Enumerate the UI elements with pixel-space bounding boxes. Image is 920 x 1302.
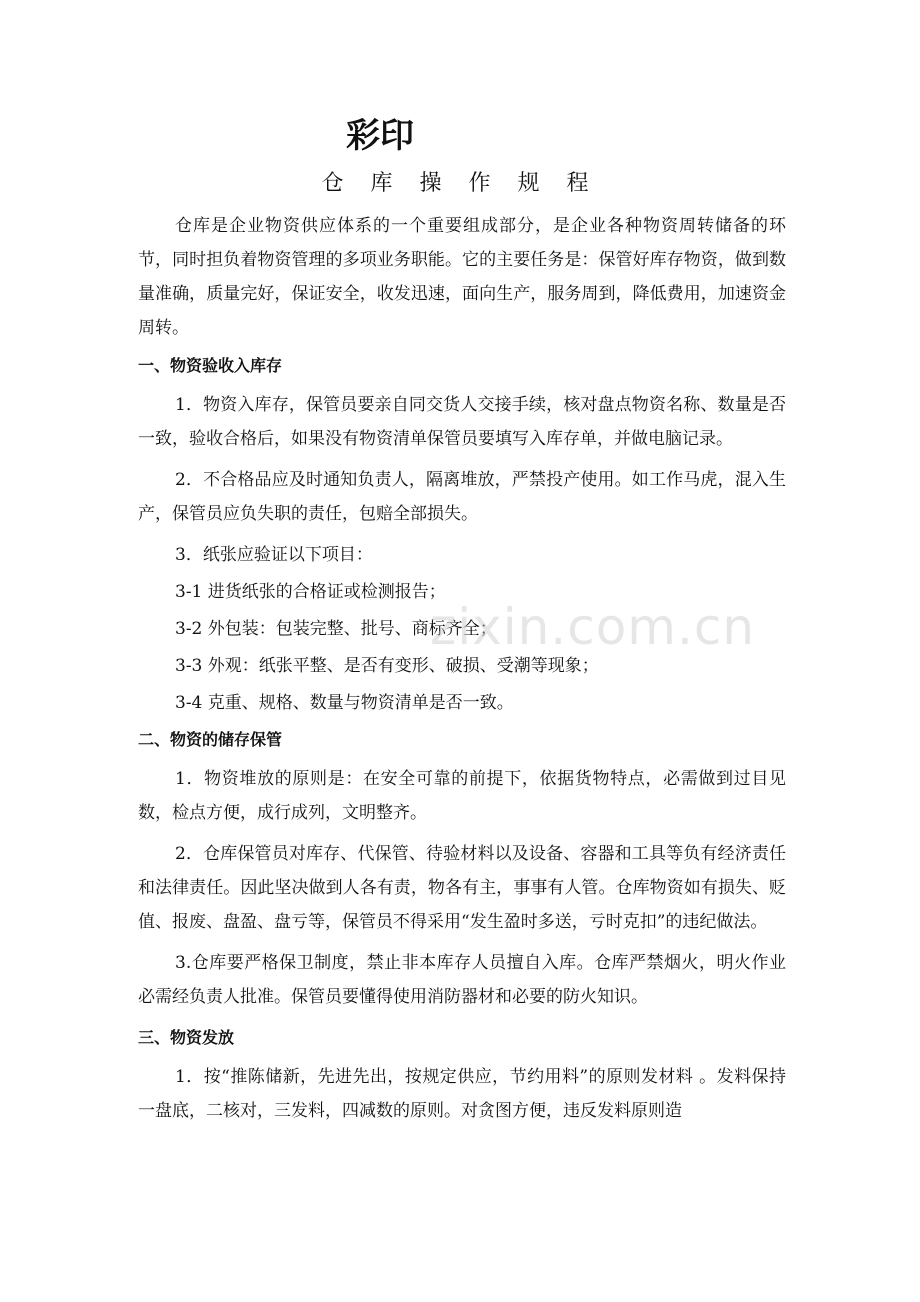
- check-item: 3-1 进货纸张的合格证或检测报告；: [175, 582, 446, 602]
- section1-paragraph-1: 1．物资入库存，保管员要亲自同交货人交接手续，核对盘点物资名称、数量是否一致，验收合格后，如果没有物资清单保管员要填写入库存单，并做电脑记录。: [138, 395, 786, 449]
- section2-paragraph-1: 1．物资堆放的原则是：在安全可靠的前提下，依据货物特点，必需做到过目见数，检点方便，成行成列，文明整齐。: [138, 769, 786, 823]
- check-item: 3-4 克重、规格、数量与物资清单是否一致。: [175, 693, 514, 713]
- section2-paragraph-3: 3.仓库要严格保卫制度，禁止非本库存人员擅自入库。仓库严禁烟火，明火作业必需经负责人批准。保管员要懂得使用消防器材和必要的防火知识。: [138, 953, 786, 1007]
- document-title: 仓 库 操 作 规 程: [321, 171, 599, 196]
- section-heading-3: 三、物资发放: [138, 1028, 235, 1047]
- section1-paragraph-3: 3．纸张应验证以下项目：: [175, 545, 373, 565]
- watermark: zixin.com.cn: [430, 598, 756, 656]
- intro-paragraph: 仓库是企业物资供应体系的一个重要组成部分，是企业各种物资周转储备的环节，同时担负着物资管理的多项业务职能。它的主要任务是：保管好库存物资，做到数量准确，质量完好，保证安全，收发迅速，面向生产，服务周到，降低费用，加速资金周转。: [138, 216, 786, 338]
- document-body: [138, 209, 786, 1135]
- document-label: 彩印: [346, 116, 414, 156]
- check-item: 3-2 外包装：包装完整、批号、商标齐全；: [175, 619, 497, 639]
- section1-paragraph-2: 2．不合格品应及时通知负责人，隔离堆放，严禁投产使用。如工作马虎，混入生产，保管员应负失职的责任，包赔全部损失。: [138, 470, 786, 524]
- section-heading-2: 二、物资的储存保管: [138, 730, 283, 749]
- check-item: 3-3 外观：纸张平整、是否有变形、破损、受潮等现象；: [175, 656, 599, 676]
- section-heading-1: 一、物资验收入库存: [138, 356, 283, 375]
- section3-paragraph-1: 1．按“推陈储新，先进先出，按规定供应，节约用料”的原则发材料 。发料保持一盘底，二核对，三发料，四减数的原则。对贪图方便，违反发料原则造: [138, 1067, 786, 1121]
- section2-paragraph-2: 2．仓库保管员对库存、代保管、待验材料以及设备、容器和工具等负有经济责任和法律责任。因此坚决做到人各有责，物各有主，事事有人管。仓库物资如有损失、贬值、报废、盘盈、盘亏等，保管员不得采用“发生盈时多送，亏时克扣”的违纪做法。: [138, 844, 786, 932]
